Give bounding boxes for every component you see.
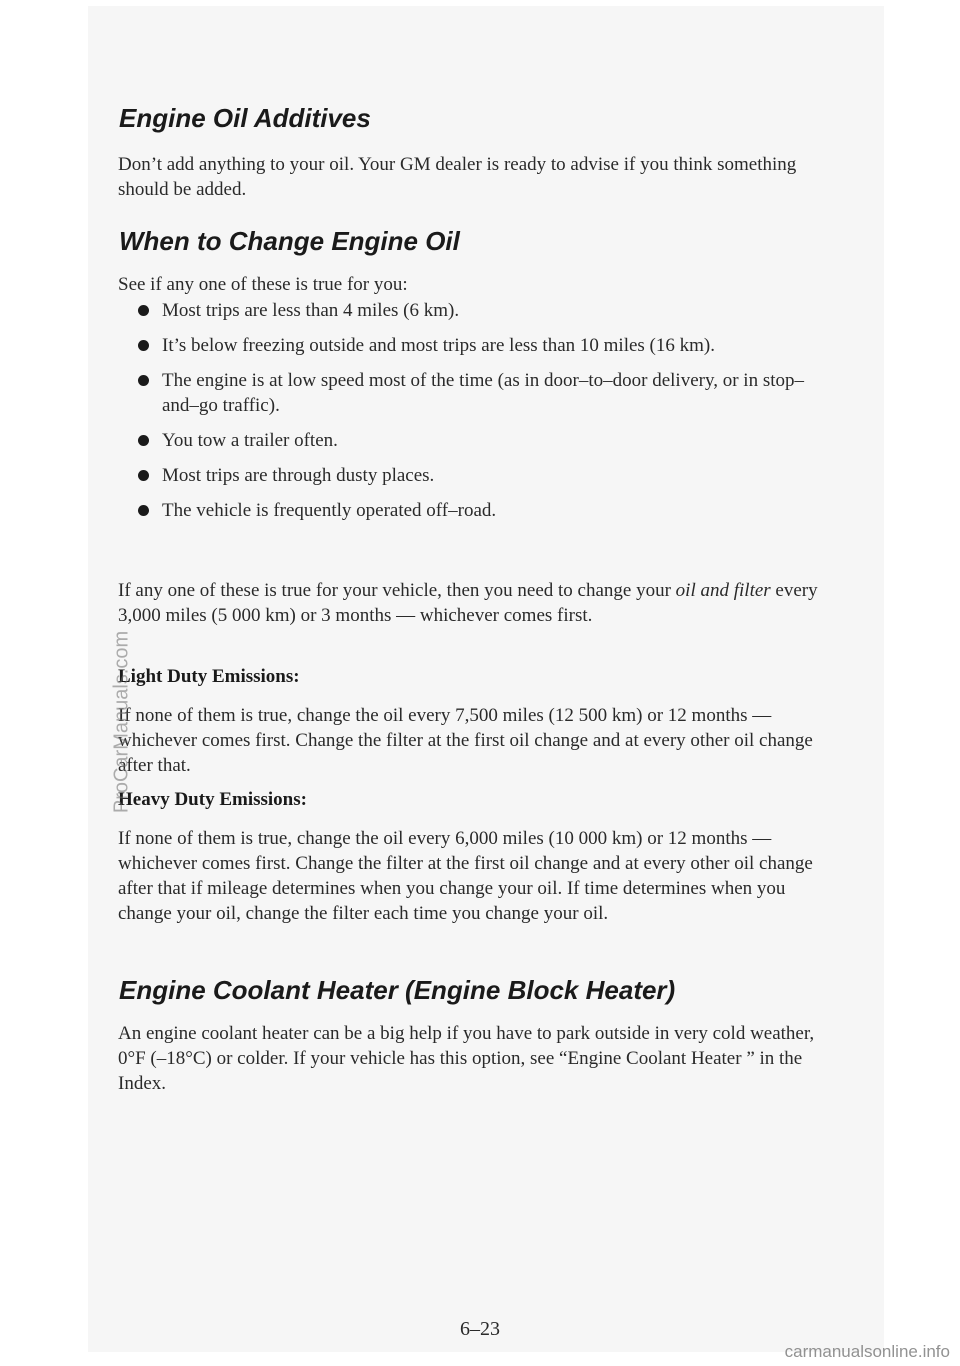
list-item: The engine is at low speed most of the time (as in door–to–door delivery, or in stop–and–go traffic).: [118, 368, 838, 418]
bullet-icon: [138, 505, 149, 516]
coolant-heater-paragraph: An engine coolant heater can be a big help if you have to park outside in very cold weather, 0°F (–18°C) or colder. If your vehicle has this option, see “Engine Coolant Heater ” in the Index.: [118, 1023, 815, 1094]
light-duty-emissions-paragraph: If none of them is true, change the oil every 7,500 miles (12 500 km) or 12 months — whichever comes first. Change the filter at the first oil change and at every other oil change after that.: [118, 705, 813, 776]
list-item: You tow a trailer often.: [118, 428, 838, 453]
bullet-icon: [138, 375, 149, 386]
heading-engine-oil-additives: Engine Oil Additives: [119, 103, 371, 133]
bullet-icon: [138, 340, 149, 351]
bullet-icon: [138, 305, 149, 316]
side-watermark: ProCarManuals.com: [110, 630, 133, 814]
list-item: Most trips are through dusty places.: [118, 463, 838, 488]
additives-paragraph: Don’t add anything to your oil. Your GM dealer is ready to advise if you think something should be added.: [118, 154, 797, 200]
heading-engine-coolant-heater: Engine Coolant Heater (Engine Block Heater): [119, 975, 676, 1005]
bullet-icon: [138, 435, 149, 446]
bullet-icon: [138, 470, 149, 481]
list-item: Most trips are less than 4 miles (6 km).: [118, 298, 838, 323]
page-number: 6–23: [460, 1318, 500, 1340]
change-intro: See if any one of these is true for you:: [118, 274, 408, 295]
heavy-duty-emissions-paragraph: If none of them is true, change the oil every 6,000 miles (10 000 km) or 12 months — whichever comes first. Change the filter at the first oil change and at every other oil change after that if mileage determines when you change your oil. If time determines when you change your oil, change the filter each time you change your oil.: [118, 828, 813, 924]
oil-change-requirement: If any one of these is true for your vehicle, then you need to change your oil and filter every 3,000 miles (5 000 km) or 3 months — whichever comes first.: [118, 580, 818, 626]
conditions-list: [118, 298, 838, 523]
heavy-duty-emissions-heading: Heavy Duty Emissions:: [118, 789, 307, 810]
list-item: The vehicle is frequently operated off–road.: [118, 498, 838, 523]
list-item: It’s below freezing outside and most trips are less than 10 miles (16 km).: [118, 333, 838, 358]
bottom-watermark: carmanualsonline.info: [784, 1342, 950, 1361]
oil-and-filter-emphasis: oil and filter: [675, 580, 771, 601]
heading-when-to-change-engine-oil: When to Change Engine Oil: [119, 226, 460, 256]
light-duty-emissions-heading: Light Duty Emissions:: [118, 666, 300, 687]
